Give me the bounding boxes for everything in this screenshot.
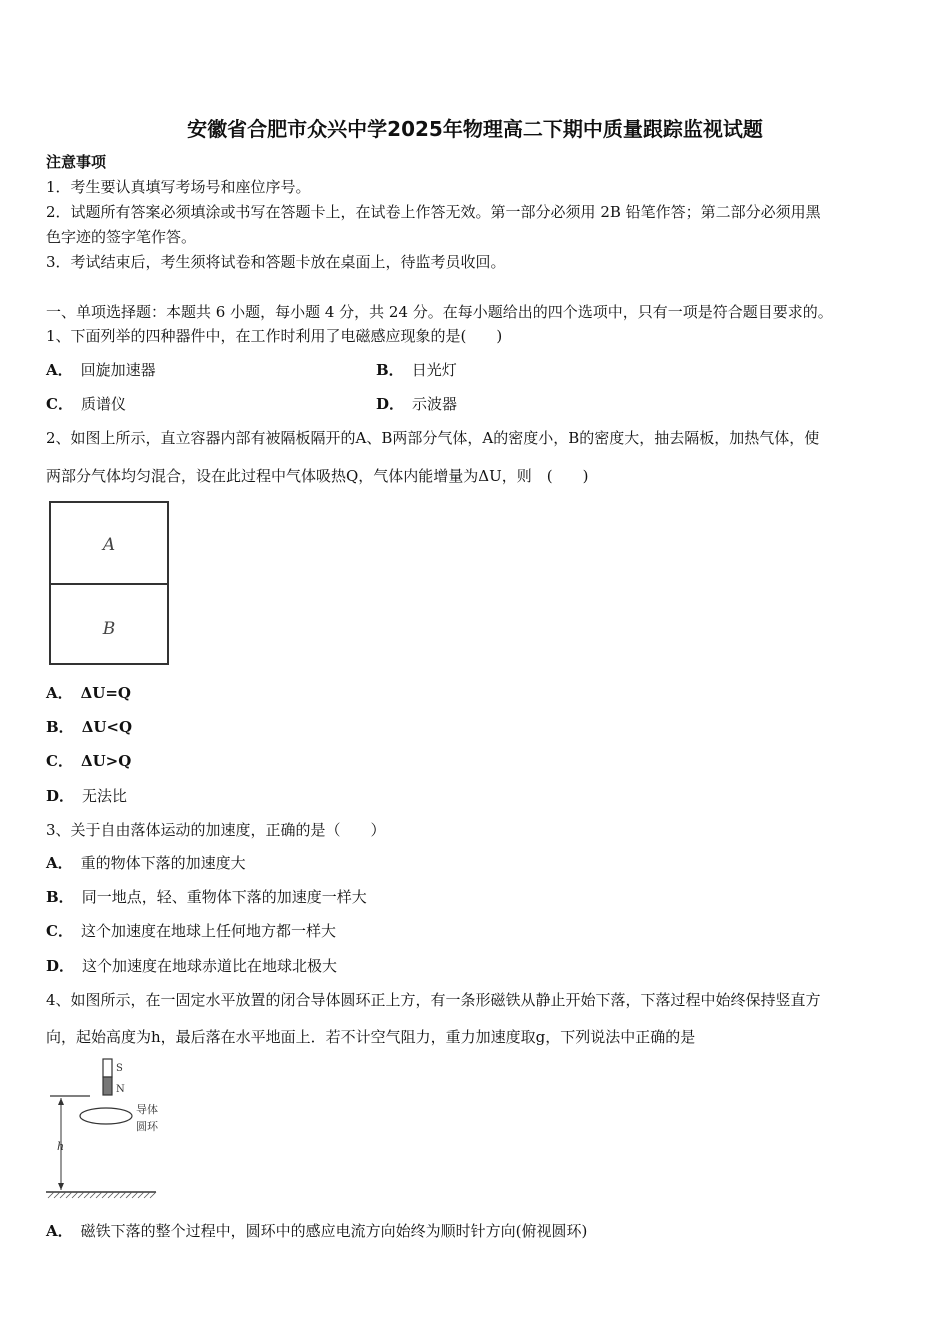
option-label: A． [46,684,73,702]
option-text: ΔU=Q [80,684,131,702]
question-4-stem-line1: 4、如图所示，在一固定水平放置的闭合导体圆环正上方，有一条形磁铁从静止开始下落，下落过程中始终保持竖直方 [46,991,821,1009]
notice-item: 1．考生要认真填写考场号和座位序号。 [46,178,311,196]
option-label: A． [46,361,73,379]
s-pole-label: S [116,1063,123,1074]
height-arrow-down-icon [58,1183,64,1190]
option-label: A． [46,854,73,872]
option-text: 回旋加速器 [80,361,156,379]
q1-option-b [376,360,457,380]
option-text: 磁铁下落的整个过程中，圆环中的感应电流方向始终为顺时针方向(俯视圆环) [80,1222,588,1240]
option-label: B． [46,888,74,906]
magnet-s-pole [103,1059,112,1077]
q1-option-a [46,360,156,380]
notice-item: 2．试题所有答案必须填涂或书写在答题卡上，在试卷上作答无效。第一部分必须用 2B 铅笔作答；第二部分必须用黑 [46,203,821,221]
question-3-stem: 3、关于自由落体运动的加速度，正确的是（ ） [46,821,386,839]
option-label: C． [46,922,73,940]
option-text: 质谱仪 [80,395,126,413]
q2-option-b [46,717,132,737]
q3-option-a [46,853,246,873]
option-text: 日光灯 [411,361,457,379]
ring-label-line1: 导体 [136,1103,158,1116]
height-arrow-up-icon [58,1098,64,1105]
option-label: B． [46,718,74,736]
n-pole-label: N [116,1084,125,1095]
ground-hatching [48,1192,156,1198]
option-label: C． [46,752,73,770]
notice-heading: 注意事项 [46,153,107,171]
ring-label-line2: 圆环 [136,1120,158,1133]
magnet-n-pole [103,1077,112,1095]
q3-option-d [46,956,337,976]
q3-option-b [46,887,367,907]
question-4-stem-line2: 向，起始高度为h，最后落在水平地面上．若不计空气阻力，重力加速度取g，下列说法中正确的是 [46,1028,696,1046]
option-text: 这个加速度在地球上任何地方都一样大 [80,922,336,940]
gas-b-label: B [102,619,116,639]
q2-option-c [46,751,131,771]
notice-item: 色字迹的签字笔作答。 [46,228,197,246]
option-label: D． [376,395,405,413]
question-1-stem: 1、下面列举的四种器件中，在工作时利用了电磁感应现象的是( ) [46,327,503,345]
option-text: 无法比 [82,787,128,805]
option-label: D． [46,787,75,805]
q2-option-d [46,786,127,806]
gas-a-label: A [102,535,116,555]
q4-option-a [46,1221,587,1241]
question-2-stem-line1: 2、如图上所示，直立容器内部有被隔板隔开的A、B两部分气体，A的密度小，B的密度大，抽去隔板，加热气体，使 [46,429,820,447]
option-text: 示波器 [412,395,458,413]
option-text: 这个加速度在地球赤道比在地球北极大 [82,957,338,975]
option-label: A． [46,1222,73,1240]
q1-option-c [46,394,126,414]
option-label: B． [376,361,404,379]
section-heading: 一、单项选择题：本题共 6 小题，每小题 4 分，共 24 分。在每小题给出的四个选项中，只有一项是符合题目要求的。 [46,303,833,321]
height-label: h [57,1140,65,1153]
option-label: D． [46,957,75,975]
magnet-ring-diagram [44,1056,170,1202]
container-diagram [46,498,174,670]
option-text: 重的物体下落的加速度大 [80,854,246,872]
q1-option-d [376,394,457,414]
question-2-stem-line2: 两部分气体均匀混合，设在此过程中气体吸热Q，气体内能增量为ΔU，则 ( ) [46,467,589,485]
option-label: C． [46,395,73,413]
option-text: ΔU>Q [80,752,132,770]
notice-item: 3．考试结束后，考生须将试卷和答题卡放在桌面上，待监考员收回。 [46,253,506,271]
page-title: 安徽省合肥市众兴中学2025年物理高二下期中质量跟踪监视试题 [187,117,763,141]
option-text: 同一地点，轻、重物体下落的加速度一样大 [81,888,367,906]
option-text: ΔU<Q [81,718,133,736]
q3-option-c [46,921,336,941]
q2-option-a [46,683,131,703]
conductor-ring [80,1108,132,1124]
